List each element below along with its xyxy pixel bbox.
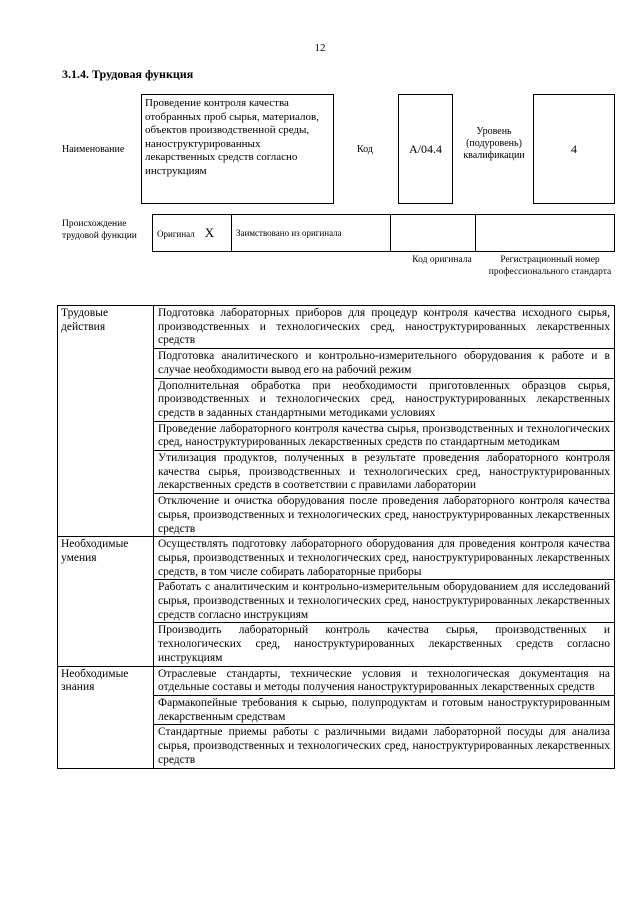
category-knowledge: Необходимые знания xyxy=(58,666,154,768)
labor-action-item: Отключение и очистка оборудования после проведения лабораторного контроля качества сырья, производственных и технологических сред, наноструктурированных лекарственных средств xyxy=(154,494,615,537)
table-row xyxy=(58,306,615,349)
table-row xyxy=(58,666,615,695)
category-labor-actions: Трудовые действия xyxy=(58,306,154,537)
code-value-box xyxy=(398,94,453,204)
labor-action-item: Подготовка лабораторных приборов для процедур контроля качества исходного сырья, производственных и технологических сред, наноструктурированных лекарственных средств xyxy=(154,306,615,349)
function-name-box: Проведение контроля качества отобранных проб сырья, материалов, объектов производственной среды, наноструктурированных лекарственных средств согласно инструкциям xyxy=(141,94,334,204)
origin-label: Происхождение трудовой функции xyxy=(62,219,137,241)
level-label: Уровень (подуровень) квалификации xyxy=(463,126,525,161)
original-label: Оригинал xyxy=(157,229,195,239)
level-value-box xyxy=(533,94,615,204)
skill-item: Работать с аналитическим и контрольно-измерительным оборудованием для исследований сырья, производственных и технологических сред, наноструктурированных лекарственных средств согласно инструкциям xyxy=(154,580,615,623)
labor-action-item: Утилизация продуктов, полученных в результате проведения лабораторного контроля качества сырья, производственных и технологических сред, наноструктурированных лекарственных средств в соответствии с правилами лаборатории xyxy=(154,451,615,494)
section-title: 3.1.4. Трудовая функция xyxy=(62,67,194,81)
code-value: А/04.4 xyxy=(409,141,442,156)
reg-number-caption: Регистрационный номер профессионального стандарта xyxy=(488,255,612,277)
code-label: Код xyxy=(357,144,373,155)
borrowed-cell: Заимствовано из оригинала xyxy=(232,215,391,252)
origin-table xyxy=(152,214,615,252)
name-label: Наименование xyxy=(62,144,125,155)
knowledge-item: Стандартные приемы работы с различными видами лабораторной посуды для анализа сырья, производственных и технологических сред, наноструктурированных лекарственных средств xyxy=(154,725,615,768)
knowledge-item: Фармакопейные требования к сырью, полупродуктам и готовым наноструктурированным лекарственным средствам xyxy=(154,695,615,724)
original-mark: X xyxy=(204,225,215,240)
category-skills: Необходимые умения xyxy=(58,537,154,666)
page-number: 12 xyxy=(314,42,326,54)
labor-action-item: Проведение лабораторного контроля качества сырья, производственных и технологических сред, наноструктурированных лекарственных средств по стандартным методикам xyxy=(154,421,615,450)
code-original-caption: Код оригинала xyxy=(412,255,472,265)
skill-item: Производить лабораторный контроль качества сырья, производственных и технологических сред, наноструктурированных лекарственных средств согласно инструкциям xyxy=(154,623,615,666)
origin-original-cell xyxy=(153,215,232,252)
origin-reg-cell xyxy=(476,215,615,252)
labor-action-item: Дополнительная обработка при необходимости приготовленных образцов сырья, производственных и технологических сред, наноструктурированных лекарственных средств в заданных стандартными методиками условиях xyxy=(154,378,615,421)
labor-action-item: Подготовка аналитического и контрольно-измерительного оборудования к работе и в случае необходимости вывод его на рабочий режим xyxy=(154,349,615,378)
table-row xyxy=(58,537,615,580)
knowledge-item: Отраслевые стандарты, технические условия и технологическая документация на отдельные составы и методы получения наноструктурированных лекарственных средств xyxy=(154,666,615,695)
function-details-table xyxy=(57,305,615,769)
skill-item: Осуществлять подготовку лабораторного оборудования для проведения контроля качества сырья, производственных и технологических сред, наноструктурированных лекарственных средств, в том числе собирать лабораторные приборы xyxy=(154,537,615,580)
level-value: 4 xyxy=(571,141,577,156)
origin-code-cell xyxy=(391,215,476,252)
